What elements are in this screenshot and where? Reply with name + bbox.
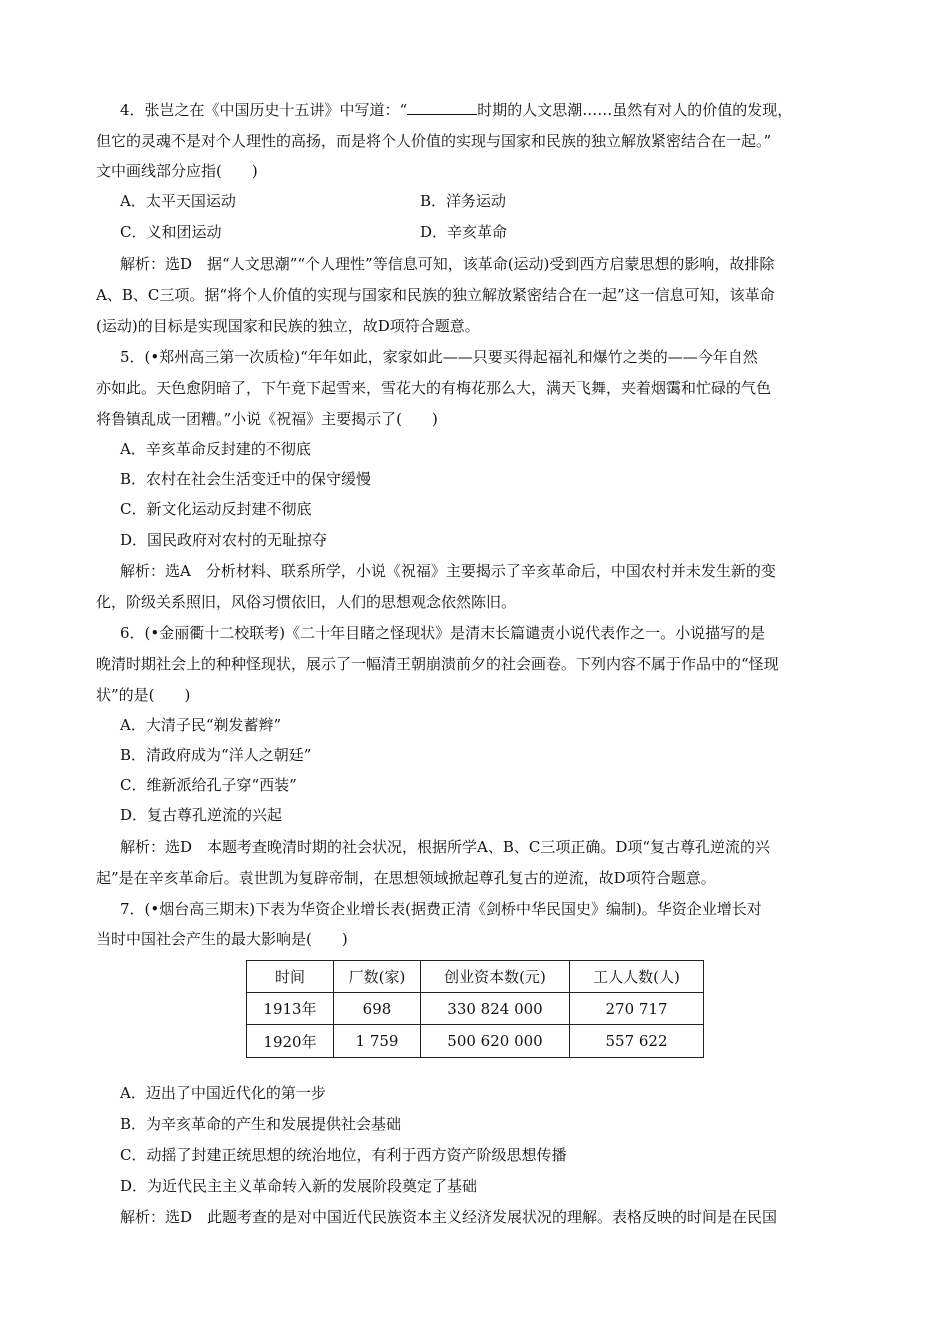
q4-analysis-line-2: A、B、C三项。据“将个人价值的实现与国家和民族的独立解放紧密结合在一起”这一信息可知，该革命 [96, 286, 775, 304]
q6-stem-line-2: 晚清时期社会上的种种怪现状，展示了一幅清王朝崩溃前夕的社会画卷。下列内容不属于作品中的“怪现 [96, 655, 779, 673]
q7-option-a: A．迈出了中国近代化的第一步 [120, 1084, 326, 1102]
q4-option-b: B．洋务运动 [420, 192, 507, 210]
table-cell: 330 824 000 [421, 993, 570, 1025]
q5-stem-line-3: 将鲁镇乱成一团糟。”小说《祝福》主要揭示了( ) [96, 410, 438, 428]
q4-option-c: C．义和团运动 [120, 223, 222, 241]
q4-option-d: D．辛亥革命 [420, 223, 508, 241]
q6-option-a: A．大清子民“剃发蓄辫” [120, 716, 282, 734]
q4-stem-part-a: 4．张岂之在《中国历史十五讲》中写道：“ [120, 101, 408, 119]
q5-analysis-line-1: 解析：选A 分析材料、联系所学，小说《祝福》主要揭示了辛亥革命后，中国农村并未发生新的变 [120, 562, 776, 580]
q5-stem-line-2: 亦如此。天色愈阴暗了，下午竟下起雪来，雪花大的有梅花那么大，满天飞舞，夹着烟霭和忙碌的气色 [96, 379, 772, 397]
table-header-time: 时间 [247, 961, 334, 993]
q4-blank [407, 100, 477, 115]
q5-option-c: C．新文化运动反封建不彻底 [120, 500, 312, 518]
q6-option-d: D．复古尊孔逆流的兴起 [120, 806, 283, 824]
q6-analysis-line-1: 解析：选D 本题考查晚清时期的社会状况，根据所学A、B、C三项正确。D项“复古尊孔逆流的兴 [120, 838, 771, 856]
q4-stem-line-2: 但它的灵魂不是对个人理性的高扬，而是将个人价值的实现与国家和民族的独立解放紧密结合在一起。” [96, 132, 772, 150]
q5-option-d: D．国民政府对农村的无耻掠夺 [120, 531, 328, 549]
q7-stem-line-1: 7．(•烟台高三期末)下表为华资企业增长表(据费正清《剑桥中华民国史》编制)。华资企业增长对 [120, 900, 762, 918]
q7-analysis-line-1: 解析：选D 此题考查的是对中国近代民族资本主义经济发展状况的理解。表格反映的时间是在民国 [120, 1208, 778, 1226]
table-cell: 1 759 [334, 1025, 421, 1058]
q5-analysis-line-2: 化，阶级关系照旧，风俗习惯依旧，人们的思想观念依然陈旧。 [96, 593, 517, 611]
q4-stem-part-b: 时期的人文思潮……虽然有对人的价值的发现， [477, 101, 793, 119]
q6-stem-line-1: 6．(•金丽衢十二校联考)《二十年目睹之怪现状》是清末长篇谴责小说代表作之一。小说描写的是 [120, 624, 766, 642]
table-cell: 500 620 000 [421, 1025, 570, 1058]
table-header-workers: 工人人数(人) [570, 961, 704, 993]
q7-option-d: D．为近代民主主义革命转入新的发展阶段奠定了基础 [120, 1177, 478, 1195]
q6-analysis-line-2: 起”是在辛亥革命后。袁世凯为复辟帝制，在思想领域掀起尊孔复古的逆流，故D项符合题意。 [96, 869, 716, 887]
table-header-factories: 厂数(家) [334, 961, 421, 993]
q4-stem-line-1 [120, 100, 890, 120]
q6-stem-line-3: 状”的是( ) [96, 686, 191, 704]
q6-option-b: B．清政府成为“洋人之朝廷” [120, 746, 312, 764]
q4-analysis-line-1: 解析：选D 据“人文思潮”“个人理性”等信息可知，该革命(运动)受到西方启蒙思想的影响，故排除 [120, 255, 775, 273]
enterprise-growth-table [246, 960, 704, 1058]
q6-option-c: C．维新派给孔子穿“西装” [120, 776, 297, 794]
q7-option-c: C．动摇了封建正统思想的统治地位，有利于西方资产阶级思想传播 [120, 1146, 567, 1164]
table-header-row [247, 961, 704, 993]
table-header-capital: 创业资本数(元) [421, 961, 570, 993]
q7-option-b: B．为辛亥革命的产生和发展提供社会基础 [120, 1115, 402, 1133]
table-cell: 1913年 [247, 993, 334, 1025]
q4-analysis-line-3: (运动)的目标是实现国家和民族的独立，故D项符合题意。 [96, 317, 480, 335]
q4-stem-line-3: 文中画线部分应指( ) [96, 162, 258, 180]
table-row [247, 1025, 704, 1058]
table-cell: 557 622 [570, 1025, 704, 1058]
q4-option-a: A．太平天国运动 [120, 192, 236, 210]
q5-option-b: B．农村在社会生活变迁中的保守缓慢 [120, 470, 372, 488]
q5-stem-line-1: 5．(•郑州高三第一次质检)“年年如此，家家如此——只要买得起福礼和爆竹之类的——今年自然 [120, 348, 758, 366]
q5-option-a: A．辛亥革命反封建的不彻底 [120, 440, 311, 458]
table-cell: 1920年 [247, 1025, 334, 1058]
q7-stem-line-2: 当时中国社会产生的最大影响是( ) [96, 930, 348, 948]
table-cell: 270 717 [570, 993, 704, 1025]
table-cell: 698 [334, 993, 421, 1025]
table-row [247, 993, 704, 1025]
